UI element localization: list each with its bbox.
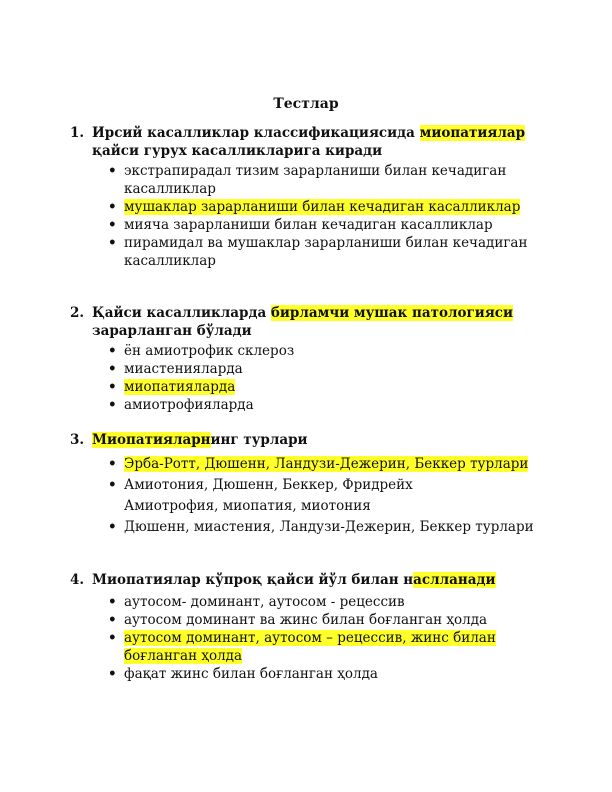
question-text-part: Миопатиялар кўпроқ қайси йўл билан н [92,572,414,588]
answer-option [70,665,550,683]
answer-option [70,396,550,414]
question-text-part: қайси гурух касалликларига киради [92,143,383,159]
question-text-part: инг турлари [210,432,308,448]
answer-text: ён амиотрофик склероз [124,343,295,359]
bullet-icon: • [108,666,117,682]
bullet-icon: • [108,379,117,395]
answer-text: Эрба-Ротт, Дюшенн, Ландузи-Дежерин, Беккер турлари [124,456,529,472]
question-text-part: Ирсий касалликлар классификациясида [92,125,420,141]
answer-text: Дюшенн, миастения, Ландузи-Дежерин, Беккер турлари [124,519,534,535]
question-heading [70,304,550,340]
answer-text: фақат жинс билан боғланган ҳолда [124,666,378,682]
answer-text: аутосом- доминант, аутосом - рецессив [124,594,405,610]
answer-list [70,455,550,536]
answer-text: мияча зарарланиши билан кечадиган касалликлар [124,217,493,233]
bullet-icon: • [108,343,117,359]
answer-text: мушаклар зарарланиши билан кечадиган касалликлар [124,199,521,215]
answer-text: аутосом доминант, аутосом – рецессив, жинс билан боғланган ҳолда [124,630,496,664]
question-highlight: Миопатияларн [92,432,211,448]
question-2 [70,304,550,414]
bullet-icon: • [108,199,117,215]
answer-text: Амиотония, Дюшенн, Беккер, Фридрейх [124,477,413,493]
question-text [92,571,550,589]
question-text [92,431,550,449]
answer-option [70,611,550,629]
bullet-icon: • [108,397,117,413]
question-1 [70,124,550,270]
answer-list [70,162,550,270]
question-text-part: Қайси касалликларда [92,305,271,321]
answer-option [70,162,550,198]
answer-option [70,476,550,494]
bullet-icon: • [108,163,117,179]
answer-text: пирамидал ва мушаклар зарарланиши билан кечадиган касалликлар [124,235,528,269]
answer-text: аутосом доминант ва жинс билан боғланган ҳолда [124,612,488,628]
question-text [92,124,550,160]
answer-option [70,360,550,378]
answer-option-correct [70,629,550,665]
question-highlight: миопатиялар [419,125,526,141]
answer-text: амиотрофияларда [124,397,254,413]
answer-option-correct [70,378,550,396]
bullet-icon: • [108,594,117,610]
question-number: 1. [70,125,85,141]
question-highlight: аслланади [413,572,496,588]
answer-option-correct [70,455,550,473]
answer-list [70,593,550,683]
question-heading [70,431,550,449]
question-highlight: бирламчи мушак патологияси [270,305,514,321]
answer-option [70,593,550,611]
bullet-icon: • [108,456,117,472]
answer-option [70,216,550,234]
answer-option [70,497,550,515]
question-heading [70,124,550,160]
answer-option [70,234,550,270]
question-3 [70,431,550,536]
answer-list [70,342,550,414]
answer-text: экстрапирадал тизим зарарланиши билан кечадиган касалликлар [124,163,507,197]
question-number: 2. [70,305,85,321]
question-text [92,304,550,340]
bullet-icon: • [108,235,117,251]
bullet-icon: • [108,361,117,377]
bullet-icon: • [108,477,117,493]
bullet-icon: • [108,630,117,646]
question-4 [70,571,550,683]
question-text-part: зарарланган бўлади [92,323,252,339]
bullet-icon: • [108,519,117,535]
question-number: 4. [70,572,85,588]
answer-text: миастенияларда [124,361,243,377]
answer-option [70,342,550,360]
answer-option-correct [70,198,550,216]
question-heading [70,571,550,589]
question-number: 3. [70,432,85,448]
page-title: Тестлар [273,96,339,112]
answer-text: миопатияларда [124,379,236,395]
bullet-icon: • [108,612,117,628]
bullet-icon: • [108,217,117,233]
answer-option [70,518,550,536]
answer-text: Амиотрофия, миопатия, миотония [124,498,371,514]
